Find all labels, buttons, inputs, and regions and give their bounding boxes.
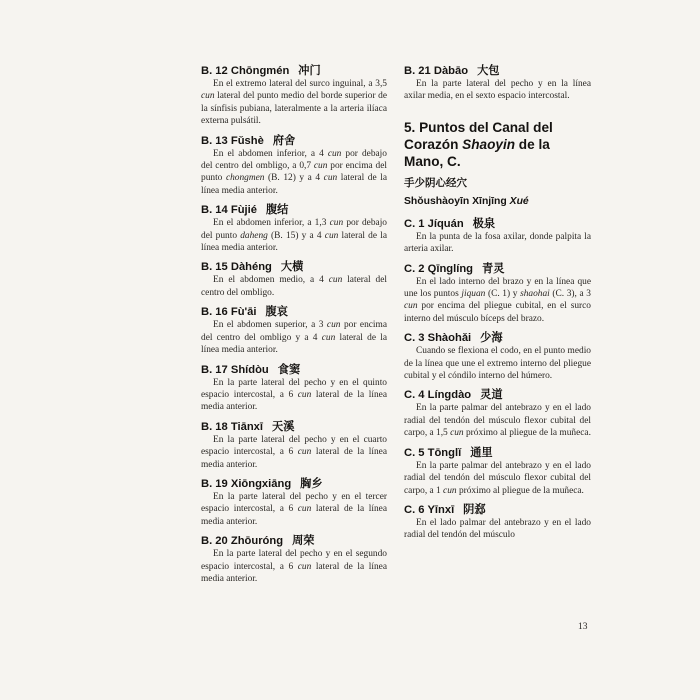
acupoint-code: C. 3 — [404, 332, 425, 345]
acupoint-entry — [404, 64, 591, 103]
acupoint-name: Fù'āi — [230, 306, 257, 319]
acupoint-description: En la parte lateral del pecho y en el tercer espacio intercostal, a 6 cun lateral de la línea media anterior. — [201, 491, 387, 527]
acupoint-title — [404, 64, 591, 78]
acupoint-name: Shídòu — [230, 363, 269, 376]
acupoint-entry — [404, 262, 591, 326]
acupoint-description: En el abdomen superior, a 3 cun por encima del centro del ombligo y a 4 cun lateral de la línea media anterior. — [201, 320, 387, 356]
acupoint-description: En la punta de la fosa axilar, donde palpita la arteria axilar. — [404, 231, 591, 255]
acupoint-entry — [404, 217, 591, 256]
acupoint-chinese: 胸乡 — [300, 477, 323, 490]
acupoint-entry — [201, 534, 387, 585]
acupoint-title — [201, 534, 387, 548]
acupoint-description: En el extremo lateral del surco inguinal, a 3,5 cun lateral del punto medio del borde superior de la sínfisis pubiana, lateralmente a la arteria ilíaca externa pulsátil. — [201, 79, 387, 127]
right-top-entries — [404, 64, 591, 103]
acupoint-name: Língdào — [427, 389, 472, 402]
acupoint-description: Cuando se flexiona el codo, en el punto medio de la línea que une el extremo interno del pliegue cubital y el cóndilo interno del húmero. — [404, 346, 591, 382]
acupoint-name: Dàhéng — [230, 261, 272, 274]
acupoint-description: En el lado palmar del antebrazo y en el lado radial del tendón del músculo — [404, 517, 591, 541]
acupoint-description: En la parte lateral del pecho y en el segundo espacio intercostal, a 6 cun lateral de la línea media anterior. — [201, 549, 387, 584]
acupoint-title — [404, 503, 591, 517]
section-heading: 5. Puntos del Canal del Corazón Shaoyin de la Mano, C. — [404, 119, 553, 169]
acupoint-chinese: 大横 — [280, 261, 304, 274]
acupoint-description: En la parte lateral del pecho y en la línea axilar media, en el sexto espacio intercostal. — [404, 79, 591, 102]
acupoint-name: Chōngmén — [230, 65, 290, 77]
acupoint-description: En la parte palmar del antebrazo y en el lado radial del tendón del músculo flexor cubital del carpo, a 1 cun próximo al pliegue de la muñeca. — [404, 460, 591, 496]
acupoint-chinese: 腹哀 — [265, 306, 288, 319]
page-number: 13 — [578, 622, 588, 632]
acupoint-chinese: 食窦 — [277, 363, 301, 376]
acupoint-code: B. 16 — [201, 306, 228, 319]
acupoint-description: En la parte palmar del antebrazo y en el lado radial del tendón del músculo flexor cubital del carpo, a 1,5 cun próximo al pliegue de la muñeca. — [404, 403, 591, 439]
acupoint-chinese: 少海 — [480, 332, 503, 345]
acupoint-chinese: 天溪 — [272, 420, 295, 433]
right-column — [404, 64, 591, 548]
acupoint-description: En el lado interno del brazo y en la línea que une los puntos jiquan (C. 1) y shaohai (C. 3), a 3 cun por encima del pliegue cubital, en el surco interno del músculo bíceps del brazo. — [404, 276, 591, 324]
acupoint-code: B. 20 — [201, 535, 228, 548]
acupoint-chinese: 冲门 — [298, 65, 321, 77]
acupoint-name: Qīnglíng — [427, 262, 474, 275]
acupoint-chinese: 灵道 — [480, 389, 503, 402]
acupoint-name: Yīnxī — [427, 503, 455, 516]
acupoint-entry — [201, 203, 387, 254]
acupoint-title — [201, 260, 387, 274]
acupoint-name: Fùjié — [230, 204, 257, 217]
acupoint-code: C. 1 — [404, 217, 425, 230]
acupoint-title — [201, 477, 387, 491]
acupoint-name: Zhōuróng — [230, 535, 284, 548]
acupoint-code: C. 2 — [404, 262, 425, 275]
acupoint-chinese: 阴郄 — [463, 503, 486, 516]
acupoint-title — [404, 262, 591, 276]
acupoint-code: B. 18 — [201, 420, 228, 433]
acupoint-name: Xiōngxiāng — [230, 477, 292, 490]
acupoint-entry — [201, 134, 387, 198]
acupoint-entry — [201, 64, 387, 128]
acupoint-description: En la parte lateral del pecho y en el cuarto espacio intercostal, a 6 cun lateral de la línea media anterior. — [201, 434, 387, 470]
left-column — [201, 64, 387, 591]
acupoint-entry — [201, 260, 387, 299]
acupoint-name: Shàohǎi — [427, 332, 472, 345]
section-pinyin-title: Shǒushàoyīn Xīnjīng Xué — [404, 195, 529, 207]
right-bottom-entries — [404, 217, 591, 542]
acupoint-title — [404, 388, 591, 402]
acupoint-code: B. 14 — [201, 204, 228, 217]
acupoint-chinese: 青灵 — [482, 262, 505, 275]
acupoint-code: C. 4 — [404, 389, 425, 402]
acupoint-title — [201, 203, 387, 217]
acupoint-title — [201, 134, 387, 148]
acupoint-chinese: 大包 — [477, 65, 500, 77]
acupoint-entry — [201, 477, 387, 528]
acupoint-code: B. 19 — [201, 477, 228, 490]
acupoint-description: En la parte lateral del pecho y en el quinto espacio intercostal, a 6 cun lateral de la línea media anterior. — [201, 377, 387, 413]
acupoint-entry — [404, 446, 591, 497]
acupoint-entry — [201, 363, 387, 414]
acupoint-chinese: 府舍 — [272, 134, 296, 147]
acupoint-title — [201, 420, 387, 434]
section-chinese-title: 手少阴心经穴 — [404, 176, 467, 189]
acupoint-name: Dàbāo — [433, 65, 469, 77]
acupoint-name: Tōnglǐ — [427, 446, 462, 459]
acupoint-title — [404, 331, 591, 345]
acupoint-description: En el abdomen medio, a 4 cun lateral del centro del ombligo. — [201, 275, 388, 298]
acupoint-chinese: 腹结 — [265, 204, 289, 217]
acupoint-entry — [201, 420, 387, 471]
acupoint-title — [201, 64, 387, 78]
acupoint-entry — [201, 305, 387, 356]
acupoint-code: B. 15 — [201, 261, 228, 274]
acupoint-code: C. 6 — [404, 503, 425, 516]
acupoint-entry — [404, 388, 591, 439]
acupoint-entry — [404, 503, 591, 542]
acupoint-entry — [404, 331, 591, 382]
acupoint-code: B. 21 — [404, 65, 431, 77]
acupoint-name: Fǔshè — [230, 134, 264, 147]
acupoint-title — [404, 446, 591, 460]
acupoint-name: Tiānxī — [230, 420, 263, 433]
acupoint-title — [201, 363, 387, 377]
acupoint-chinese: 周荣 — [292, 535, 315, 548]
acupoint-title — [201, 305, 387, 319]
acupoint-title — [404, 217, 591, 231]
acupoint-code: B. 12 — [201, 65, 228, 77]
acupoint-chinese: 极泉 — [472, 217, 496, 230]
acupoint-code: C. 5 — [404, 446, 425, 459]
acupoint-code: B. 17 — [201, 363, 228, 376]
acupoint-chinese: 通里 — [470, 446, 493, 459]
acupoint-description: En el abdomen inferior, a 1,3 cun por debajo del punto daheng (B. 15) y a 4 cun lateral de la línea media anterior. — [201, 218, 387, 254]
acupoint-name: Jíquán — [427, 217, 464, 230]
acupoint-description: En el abdomen inferior, a 4 cun por debajo del centro del ombligo, a 0,7 cun por encima del punto chongmen (B. 12) y a 4 cun lateral de la línea media anterior. — [201, 148, 387, 196]
acupoint-code: B. 13 — [201, 134, 228, 147]
